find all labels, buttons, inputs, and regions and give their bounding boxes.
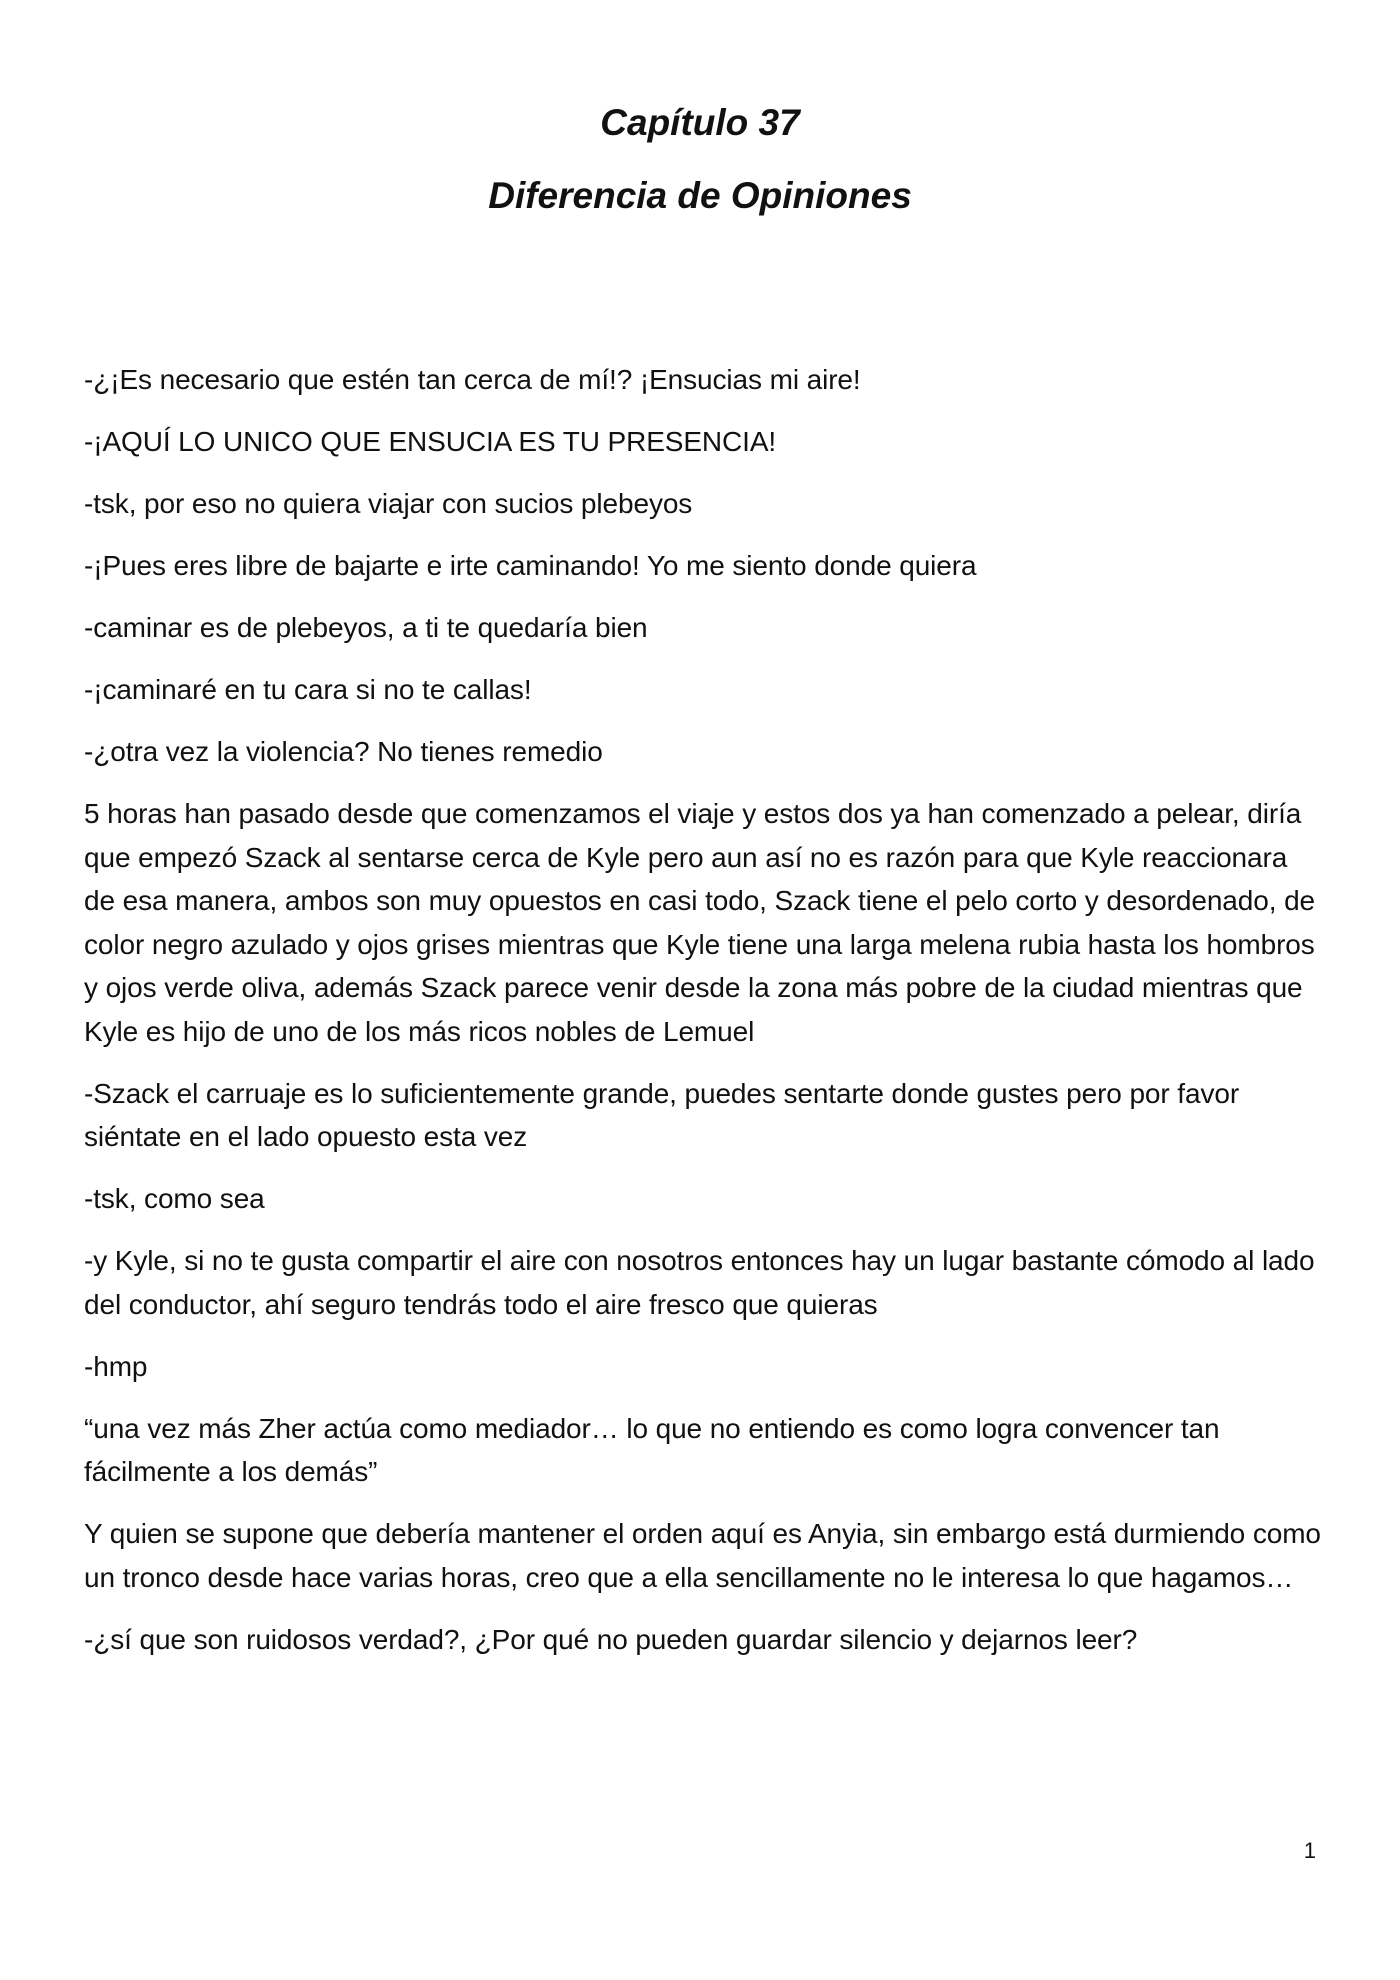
chapter-heading — [0, 86, 1400, 232]
paragraph: -tsk, como sea — [84, 1183, 265, 1214]
chapter-body — [84, 358, 1324, 1680]
paragraph: -¿¡Es necesario que estén tan cerca de mí!? ¡Ensucias mi aire! — [84, 364, 861, 395]
paragraph: -caminar es de plebeyos, a ti te quedaría bien — [84, 612, 648, 643]
paragraph: 5 horas han pasado desde que comenzamos el viaje y estos dos ya han comenzado a pelear, diría que empezó Szack al sentarse cerca de Kyle pero aun así no es razón para que Kyle reaccionara de esa manera, ambos son muy opuestos en casi todo, Szack tiene el pelo corto y desordenado, de color negro azulado y ojos grises mientras que Kyle tiene una larga melena rubia hasta los hombros y ojos verde oliva, además Szack parece venir desde la zona más pobre de la ciudad mientras que Kyle es hijo de uno de los más ricos nobles de Lemuel — [84, 798, 1316, 1047]
paragraph: -Szack el carruaje es lo suficientemente grande, puedes sentarte donde gustes pero por favor siéntate en el lado opuesto esta vez — [84, 1077, 1240, 1152]
paragraph: -tsk, por eso no quiera viajar con sucios plebeyos — [84, 488, 693, 519]
paragraph: -¡AQUÍ LO UNICO QUE ENSUCIA ES TU PRESENCIA! — [84, 426, 777, 457]
paragraph: -¿sí que son ruidosos verdad?, ¿Por qué no pueden guardar silencio y dejarnos leer? — [84, 1623, 1138, 1655]
paragraph: -¿otra vez la violencia? No tienes remedio — [84, 736, 603, 767]
paragraph: “una vez más Zher actúa como mediador… lo que no entiendo es como logra convencer tan fácilmente a los demás” — [84, 1412, 1220, 1487]
paragraph: -y Kyle, si no te gusta compartir el aire con nosotros entonces hay un lugar bastante cómodo al lado del conductor, ahí seguro tendrás todo el aire fresco que quieras — [84, 1245, 1315, 1320]
chapter-number: Capítulo 37 — [600, 102, 800, 143]
page-number: 1 — [1303, 1838, 1316, 1863]
paragraph: -¡Pues eres libre de bajarte e irte caminando! Yo me siento donde quiera — [84, 550, 977, 581]
paragraph: Y quien se supone que debería mantener el orden aquí es Anyia, sin embargo está durmiendo como un tronco desde hace varias horas, creo que a ella sencillamente no le interesa lo que hagamos… — [84, 1518, 1321, 1593]
chapter-title: Diferencia de Opiniones — [488, 175, 912, 216]
paragraph: -¡caminaré en tu cara si no te callas! — [84, 674, 532, 705]
paragraph: -hmp — [84, 1350, 148, 1382]
